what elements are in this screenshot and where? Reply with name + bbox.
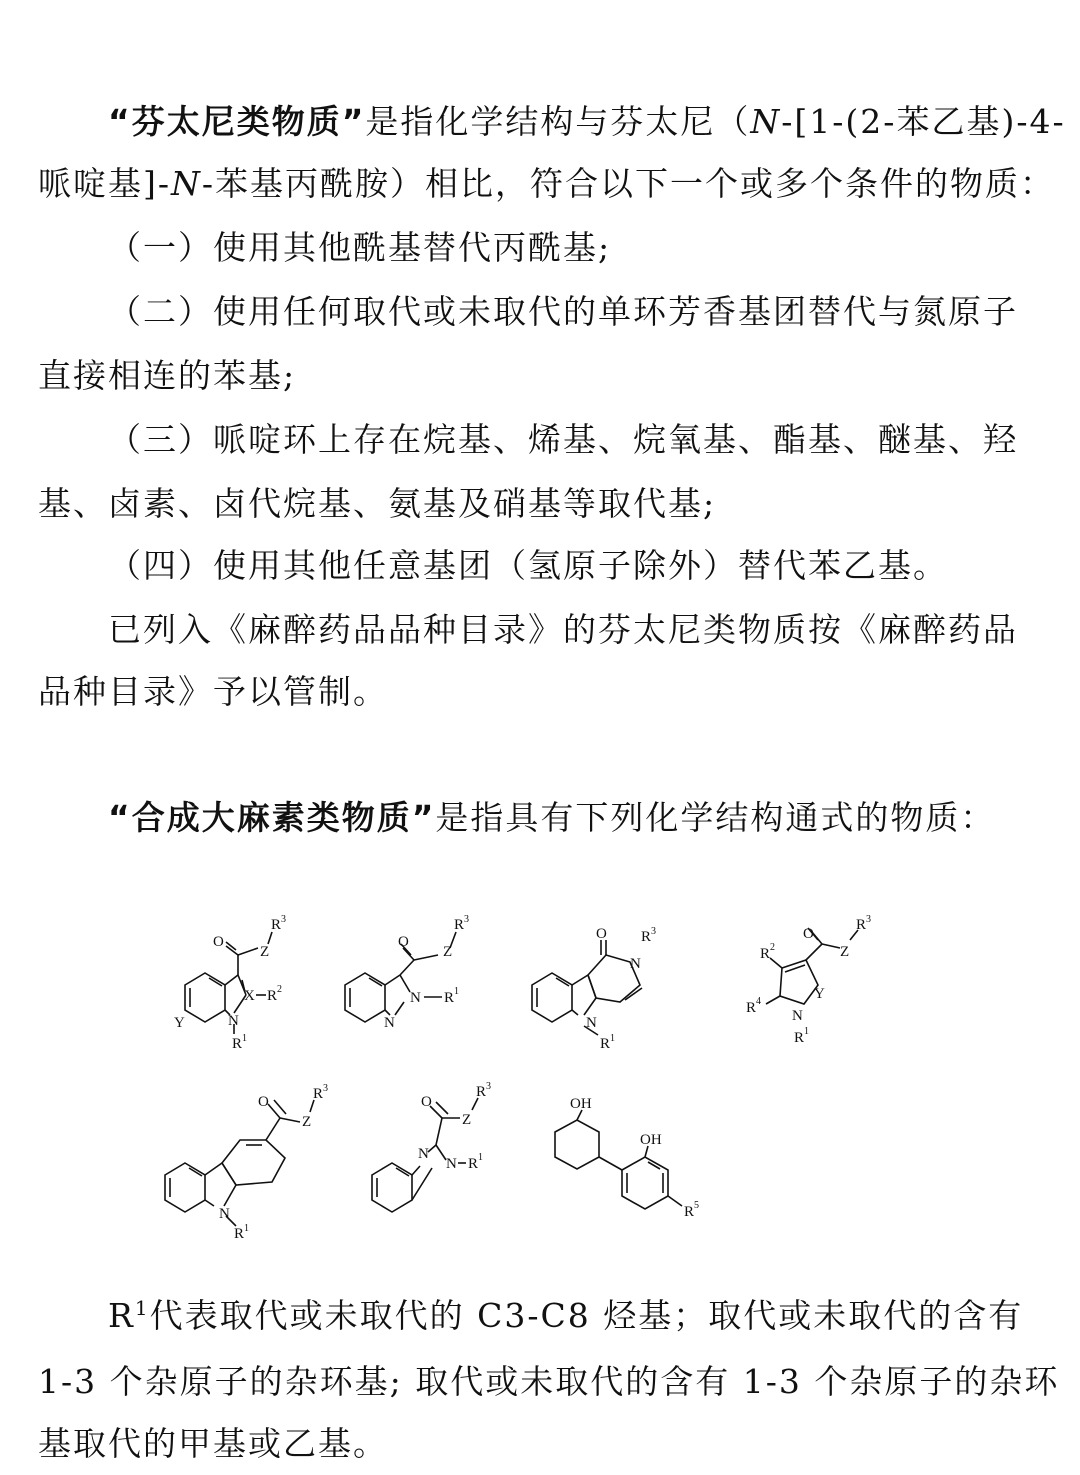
s5-r3: R	[313, 1086, 324, 1102]
structure-1	[174, 914, 286, 1052]
cannabinoid-def-text: 是指具有下列化学结构通式的物质：	[435, 798, 996, 837]
listed-line2: 品种目录》予以管制。	[38, 672, 388, 711]
s4-r4: R	[746, 1000, 757, 1016]
s2-n2: N	[410, 990, 421, 1006]
s4-r1: R	[794, 1030, 805, 1046]
s7-r5: R	[684, 1204, 695, 1220]
s7-oh1: OH	[570, 1096, 592, 1112]
s5-r1: R	[234, 1226, 245, 1242]
r1-definition-line1	[108, 1290, 1023, 1337]
s2-r1-sup: 1	[454, 986, 459, 997]
structure-5	[165, 1083, 328, 1242]
condition-3a: （三）哌啶环上存在烷基、烯基、烷氧基、酯基、醚基、羟	[108, 420, 1018, 459]
s1-y: Y	[174, 1015, 185, 1031]
condition-2a: （二）使用任何取代或未取代的单环芳香基团替代与氮原子	[108, 292, 1018, 331]
s3-n: N	[630, 956, 641, 972]
s6-n3: N	[418, 1146, 429, 1162]
listed-line1: 已列入《麻醉药品品种目录》的芬太尼类物质按《麻醉药品	[108, 610, 1018, 649]
s6-r1-sup: 1	[478, 1152, 483, 1163]
s4-r2: R	[760, 946, 771, 962]
fentanyl-def2-a: 哌啶基]-	[38, 164, 172, 203]
s1-r3-sup: 3	[281, 914, 286, 925]
s1-r2: R	[267, 988, 278, 1004]
s1-r2-sup: 2	[277, 984, 282, 995]
s5-n: N	[219, 1206, 230, 1222]
s5-z: Z	[302, 1114, 312, 1130]
s4-z: Z	[840, 944, 850, 960]
s3-r1: R	[600, 1036, 611, 1052]
s5-o: O	[258, 1094, 269, 1110]
structure-2	[345, 914, 469, 1031]
structure-4	[746, 914, 871, 1046]
fentanyl-def2-b: -苯基丙酰胺）相比，符合以下一个或多个条件的物质：	[201, 164, 1056, 203]
s4-r1-sup: 1	[804, 1026, 809, 1037]
s7-r5-sup: 5	[694, 1200, 699, 1211]
s2-r1: R	[444, 990, 455, 1006]
s3-r3-sup: 3	[651, 926, 656, 937]
structure-7	[555, 1096, 699, 1220]
s4-r3: R	[856, 917, 867, 933]
s4-r4-sup: 4	[756, 996, 761, 1007]
s4-y: Y	[814, 986, 825, 1002]
fentanyl-def-text-b: -[1-(2-苯乙基)-4-	[781, 102, 1066, 141]
s6-r3-sup: 3	[486, 1081, 491, 1092]
s1-r1-sup: 1	[242, 1033, 247, 1044]
s6-r1: R	[468, 1156, 479, 1172]
s2-o: O	[398, 934, 409, 950]
structure-6	[372, 1081, 491, 1212]
s2-r3: R	[454, 917, 465, 933]
s1-n: N	[228, 1013, 239, 1029]
condition-1: （一）使用其他酰基替代丙酰基;	[108, 228, 612, 267]
s3-o: O	[596, 926, 607, 942]
r1-definition-line2: 1-3 个杂原子的杂环基; 取代或未取代的含有 1-3 个杂原子的杂环	[38, 1362, 1060, 1401]
s4-r2-sup: 2	[770, 942, 775, 953]
s4-o: O	[803, 926, 814, 942]
s3-r3: R	[641, 929, 652, 945]
r1-letter: R	[108, 1296, 135, 1335]
s1-r1: R	[232, 1036, 243, 1052]
fentanyl-n2: N	[171, 164, 202, 203]
r1-superscript: 1	[134, 1296, 150, 1320]
structure-3	[532, 926, 656, 1052]
s7-oh2: OH	[640, 1132, 662, 1148]
s2-z: Z	[443, 944, 453, 960]
s6-r3: R	[476, 1084, 487, 1100]
s6-o: O	[421, 1094, 432, 1110]
s5-r3-sup: 3	[323, 1083, 328, 1094]
s4-r3-sup: 3	[866, 914, 871, 925]
s6-z: Z	[462, 1112, 472, 1128]
s1-r3: R	[271, 917, 282, 933]
s3-r1-sup: 1	[610, 1033, 615, 1044]
s4-n: N	[792, 1008, 803, 1024]
s2-r3-sup: 3	[464, 914, 469, 925]
condition-3b: 基、卤素、卤代烷基、氨基及硝基等取代基;	[38, 484, 717, 523]
s5-r1-sup: 1	[244, 1223, 249, 1234]
fentanyl-term: “芬太尼类物质”	[108, 102, 366, 141]
fentanyl-n1: N	[750, 102, 782, 141]
condition-2b: 直接相连的苯基;	[38, 356, 297, 395]
s2-n1: N	[384, 1015, 395, 1031]
s1-z: Z	[260, 944, 270, 960]
r1-line1-text: 代表取代或未取代的 C3-C8 烃基；取代或未取代的含有	[149, 1296, 1024, 1335]
s3-n1: N	[586, 1015, 597, 1031]
r1-definition-line3: 基取代的甲基或乙基。	[38, 1424, 388, 1463]
s6-n1: N	[446, 1156, 457, 1172]
condition-4: （四）使用其他任意基团（氢原子除外）替代苯乙基。	[108, 546, 948, 585]
s1-x: X	[244, 988, 255, 1004]
fentanyl-def-text-a: 是指化学结构与芬太尼（	[365, 102, 751, 141]
s1-o: O	[213, 934, 224, 950]
cannabinoid-term: “合成大麻素类物质”	[108, 798, 436, 837]
